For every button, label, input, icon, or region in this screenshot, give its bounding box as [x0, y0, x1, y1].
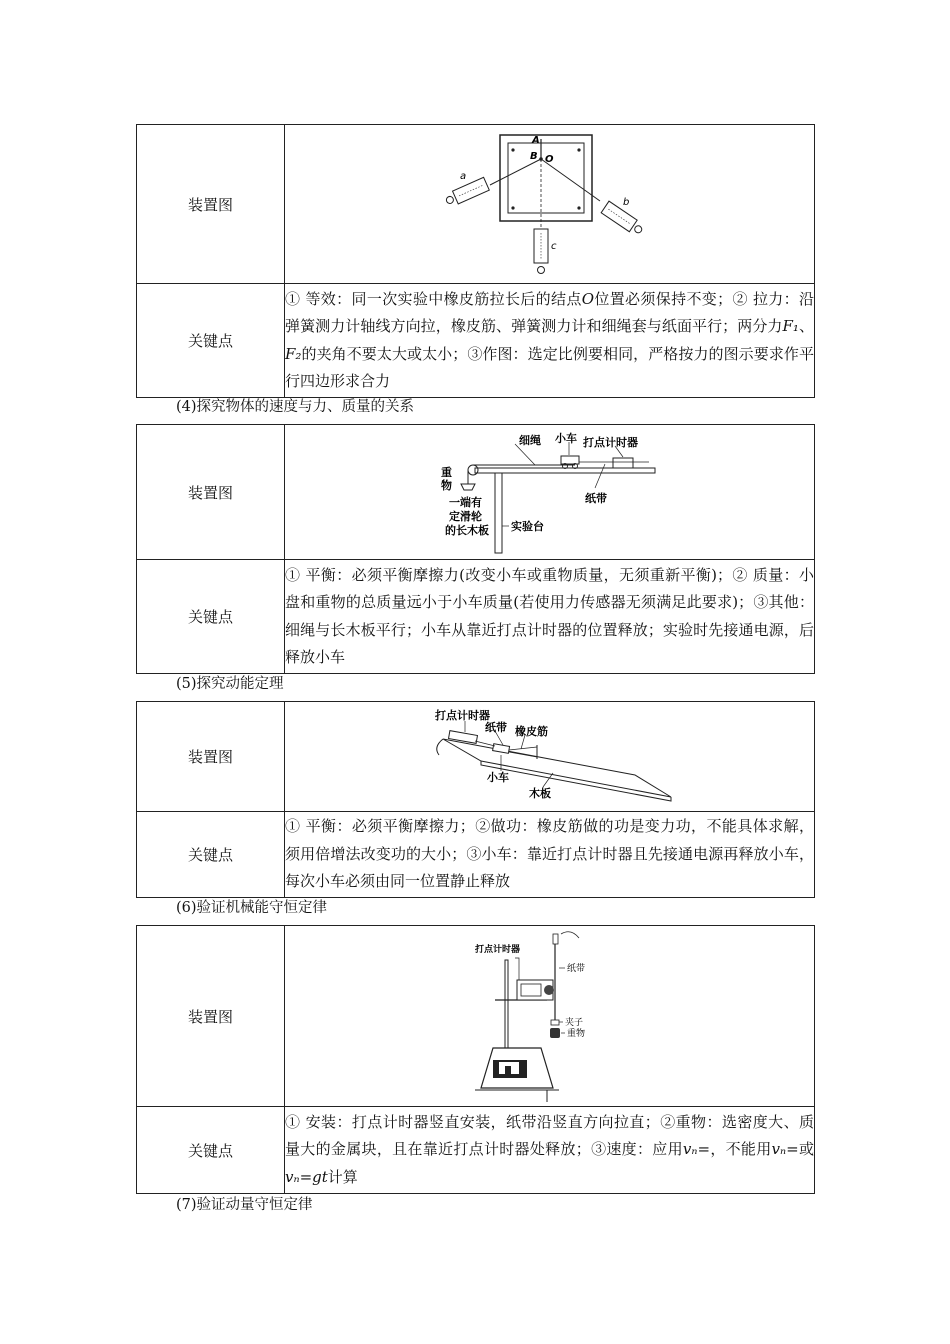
label-weight: 重物	[566, 1029, 585, 1039]
label-board-3: 的长木板	[444, 524, 489, 537]
figure-cell	[285, 926, 815, 1107]
figure-cell	[285, 125, 815, 284]
key-label: 关键点	[137, 284, 285, 398]
point-O: O	[544, 154, 554, 165]
label-cart: 小车	[554, 432, 577, 445]
key-points-text: ① 平衡：必须平衡摩擦力(改变小车或重物质量，无须重新平衡)；② 质量：小盘和重物的总质量远小于小车质量(若使用力传感器无须满足此要求)；③其他：细绳与长木板平行；小车从靠近打点计时器的位置释放；实验时先接通电源，后释放小车	[285, 560, 815, 674]
figure-cell	[285, 702, 815, 812]
table-force-composition	[136, 124, 815, 398]
force-parallelogram-diagram	[440, 129, 660, 279]
section-caption-6: (6)验证机械能守恒定律	[176, 900, 328, 916]
label-tape: 纸带	[566, 964, 585, 974]
label-cart: 小车	[486, 770, 509, 784]
key-label: 关键点	[137, 812, 285, 898]
label-rope: 细绳	[518, 434, 541, 447]
key-label: 关键点	[137, 1107, 285, 1194]
label-weight-1: 重	[440, 466, 452, 479]
key-label: 关键点	[137, 560, 285, 674]
label-clip: 夹子	[564, 1018, 583, 1028]
label-a: a	[459, 171, 466, 182]
rubber-band-cart-diagram	[425, 705, 675, 809]
setup-label: 装置图	[137, 425, 285, 560]
label-tape: 纸带	[584, 492, 607, 505]
label-rubber: 橡皮筋	[514, 724, 548, 738]
section-caption-4: (4)探究物体的速度与力、质量的关系	[176, 399, 415, 415]
key-points-text: ① 平衡：必须平衡摩擦力；②做功：橡皮筋做的功是变力功，不能具体求解，须用倍增法改变功的大小；③小车：靠近打点计时器且先接通电源再释放小车，每次小车必须由同一位置静止释放	[285, 812, 815, 898]
label-timer: 打点计时器	[474, 945, 520, 955]
point-A: A	[531, 135, 540, 146]
label-timer: 打点计时器	[582, 436, 638, 449]
label-table: 实验台	[510, 520, 544, 533]
label-c: c	[550, 241, 556, 252]
key-points-text: ① 安装：打点计时器竖直安装，纸带沿竖直方向拉直；②重物：选密度大、质量大的金属块，且在靠近打点计时器处释放；③速度：应用vₙ=，不能用vₙ=或vₙ=gt计算	[285, 1107, 815, 1194]
label-weight-2: 物	[440, 479, 452, 492]
setup-label: 装置图	[137, 702, 285, 812]
setup-label: 装置图	[137, 125, 285, 284]
figure-cell	[285, 425, 815, 560]
cart-track-diagram	[435, 428, 665, 556]
label-board-1: 一端有	[448, 496, 482, 509]
section-caption-7: (7)验证动量守恒定律	[176, 1197, 313, 1213]
point-B: B	[529, 151, 538, 162]
key-points-text: ① 等效：同一次实验中橡皮筋拉长后的结点O位置必须保持不变；② 拉力：沿弹簧测力计轴线方向拉，橡皮筋、弹簧测力计和细绳套与纸面平行；两分力F₁、F₂的夹角不要太大或太小；③作图：选定比例要相同，严格按力的图示要求作平行四边形求合力	[285, 284, 815, 398]
label-board-2: 定滑轮	[448, 510, 482, 523]
table-mechanical-energy	[136, 925, 815, 1194]
label-b: b	[622, 197, 629, 208]
label-tape: 纸带	[484, 720, 507, 734]
label-board: 木板	[528, 786, 551, 800]
setup-label: 装置图	[137, 926, 285, 1107]
table-work-energy	[136, 701, 815, 898]
free-fall-timer-diagram	[475, 928, 625, 1104]
label-timer: 打点计时器	[434, 708, 490, 722]
table-velocity-force-mass	[136, 424, 815, 674]
section-caption-5: (5)探究动能定理	[176, 676, 284, 692]
